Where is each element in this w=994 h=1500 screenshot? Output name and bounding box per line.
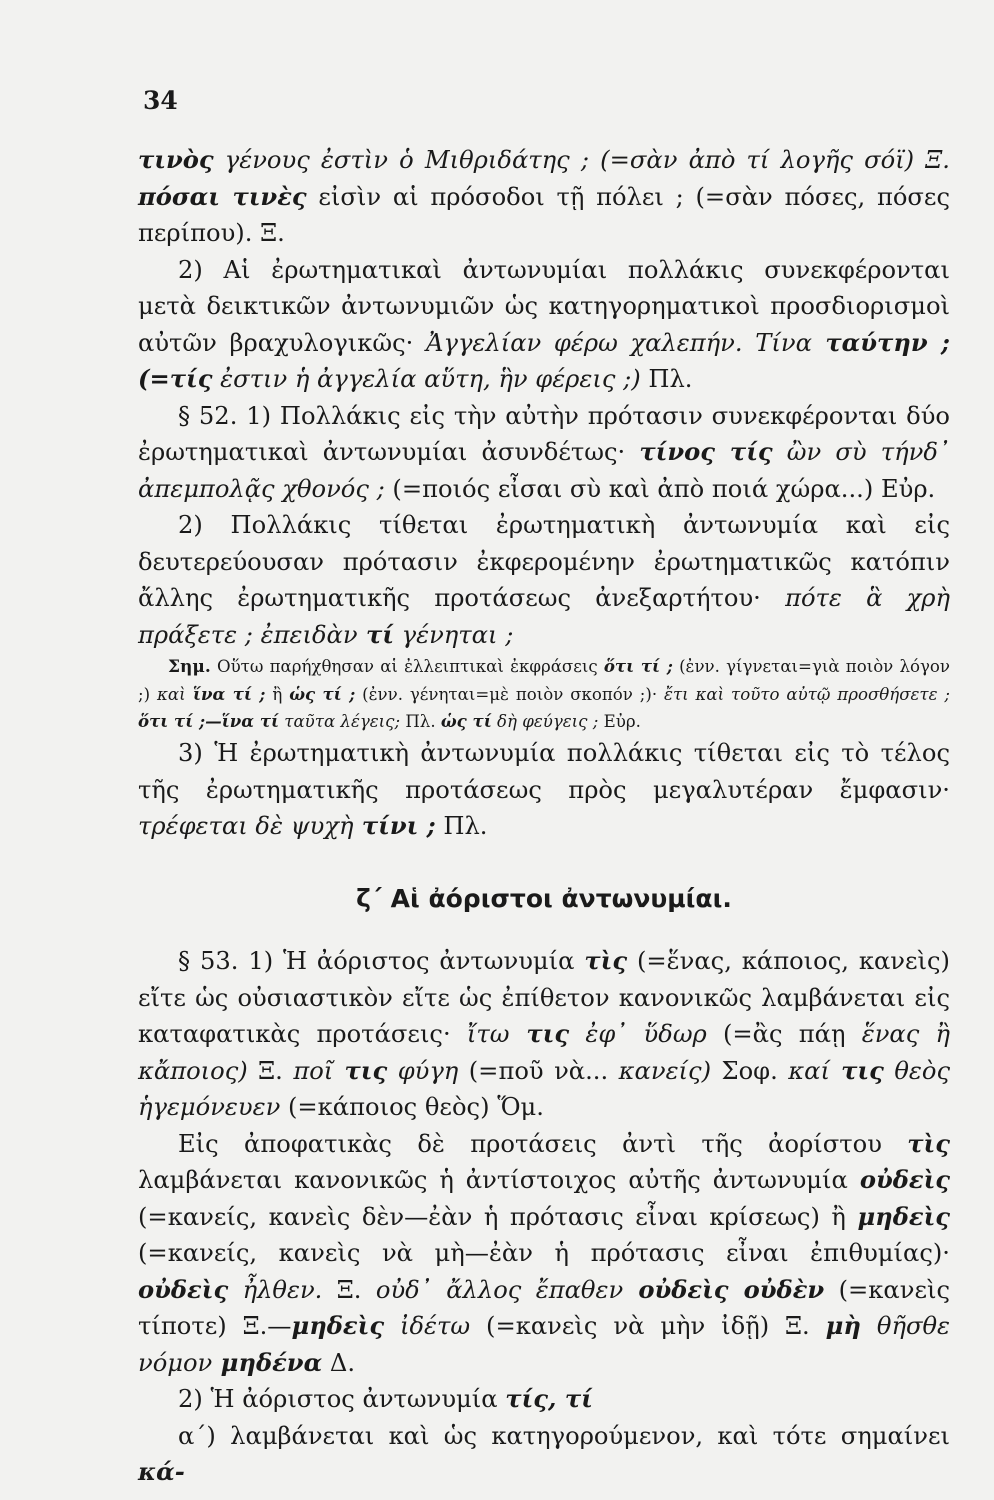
text-span: Ξ.	[247, 1056, 294, 1085]
text-span: Σοφ.	[711, 1056, 789, 1085]
text-span: 2) Ἡ ἀόριστος ἀντωνυμία	[178, 1385, 506, 1413]
example-span: γένηται ;	[393, 620, 514, 649]
example-span: ἕνας ἢ κἄποιος)	[138, 1020, 950, 1085]
bold-term: τί	[357, 619, 394, 649]
bold-term: μηδεὶς	[291, 1311, 385, 1340]
text-span: (=κάποιος θεὸς) Ὅμ.	[280, 1093, 544, 1121]
bold-term: μηδένα	[212, 1347, 323, 1377]
paragraph-negative	[138, 1126, 950, 1382]
bold-term: ὡς τί	[440, 711, 492, 731]
page-number: 34	[143, 86, 178, 115]
example-span: καὶ	[156, 685, 186, 704]
section-53-paragraph	[138, 943, 950, 1126]
bold-term: τίνι ;	[353, 811, 436, 840]
bold-term: ὅτι τί ;	[603, 656, 673, 676]
paragraph-2	[138, 252, 950, 398]
example-span: δὴ φεύγεις ;	[491, 712, 599, 731]
note-label: Σημ.	[168, 657, 211, 677]
text-span: (=κανεὶς τίποτε) Ξ.—	[138, 1275, 951, 1340]
paragraph-53-2a	[138, 1418, 950, 1491]
text-span: (=κανείς, κανεὶς νὰ μὴ—ἐὰν ἡ πρότασις εἶναι ἐπιθυμίας)·	[138, 1239, 950, 1267]
bold-term: τὶς	[907, 1128, 950, 1158]
bold-term: πόσαι τινὲς	[138, 181, 307, 211]
example-span: πότε ἃ χρὴ πράξετε ; ἐπειδὰν	[138, 584, 950, 649]
text-span: 3) Ἡ ἐρωτηματικὴ ἀντωνυμία πολλάκις τίθεται εἰς τὸ τέλος τῆς ἐρωτηματικῆς προτάσεως πρὸς μεγαλυτέραν ἔμφασιν·	[138, 739, 950, 804]
text-span: Πλ.	[400, 712, 441, 731]
bold-term: οὐδεὶς	[138, 1274, 229, 1304]
text-span: Πλ.	[640, 365, 693, 393]
text-span: (ἐνν. γίγνεται=γιὰ ποιὸν λόγον ;)	[138, 657, 950, 704]
text-span: Εὐρ.	[598, 712, 641, 731]
bold-term: ὡς τί ;	[289, 684, 356, 704]
text-span: Ξ.	[322, 1275, 376, 1304]
bold-term: ἵνα τί ;	[185, 684, 266, 704]
text-span: α΄) λαμβάνεται καὶ ὡς κατηγορούμενον, καὶ τότε σημαίνει	[178, 1421, 950, 1450]
text-span: (=ἕνας, κάποιος, κανεὶς) εἴτε ὡς οὐσιαστικὸν εἴτε ὡς ἐπίθετον κανονικῶς λαμβάνεται εἰς καταφατικὰς προτάσεις·	[138, 947, 950, 1048]
paragraph-53-2	[138, 1381, 950, 1418]
text-span: (ἐνν. γένηται=μὲ ποιὸν σκοπόν ;)·	[355, 685, 665, 704]
bold-term: ταύτην ; (=τίς	[138, 327, 950, 393]
example-span: ἔτι καὶ τοῦτο αὐτῷ προσθήσετε ;	[664, 685, 951, 704]
bold-term: τὶς	[584, 946, 628, 975]
example-span: οὐδ᾽ ἄλλος ἔπαθεν	[375, 1275, 624, 1304]
page-body	[138, 142, 950, 1491]
text-span: Πλ.	[435, 812, 488, 840]
text-span: (=ποιός εἶσαι σὺ καὶ ἀπὸ ποιά χώρα...) Εὐρ.	[384, 474, 936, 503]
text-span: Οὕτω παρήχθησαν αἱ ἐλλειπτικαὶ ἐκφράσεις	[210, 657, 604, 676]
text-span: γένους ἐστὶν ὁ Μιθριδάτης ; (=σὰν ἀπὸ τί λογῆς σόϊ) Ξ.	[213, 146, 950, 174]
example-span: καί	[788, 1056, 830, 1085]
bold-term: ὅτι τί ;—ἵνα τί	[138, 711, 280, 731]
example-span: θῆσθε νόμον	[138, 1312, 950, 1377]
paragraph-52-2	[138, 507, 950, 653]
example-span: ταῦτα λέγεις;	[279, 712, 401, 731]
text-span: εἰσὶν αἱ πρόσοδοι τῇ πόλει ; (=σὰν πόσες, πόσες περίπου). Ξ.	[138, 182, 950, 247]
example-span: ἰδέτω	[384, 1312, 471, 1340]
example-span: Ἀγγελίαν φέρω χαλεπήν. Τίνα	[426, 328, 812, 357]
bold-term: τίνος τίς	[639, 437, 773, 466]
bold-term: τις	[509, 1019, 570, 1048]
example-span: ἐφ᾽ ὕδωρ	[569, 1020, 707, 1048]
bold-term: μὴ	[825, 1311, 861, 1340]
bold-term: τις	[333, 1055, 388, 1085]
paragraph-52-3	[138, 735, 950, 845]
section-heading: ζ΄ Αἱ ἀόριστοι ἀντωνυμίαι.	[356, 883, 732, 913]
bold-term: οὐδεὶς οὐδὲν	[623, 1274, 825, 1304]
bold-term: τινὸς	[138, 145, 214, 174]
text-span: Εἰς ἀποφατικὰς δὲ προτάσεις ἀντὶ τῆς ἀορίστου	[178, 1129, 908, 1158]
example-span: τρέφεται δὲ ψυχὴ	[138, 812, 354, 840]
bold-term: τίς, τί	[505, 1384, 593, 1413]
text-span: λαμβάνεται κανονικῶς ἡ ἀντίστοιχος αὐτῆς ἀντωνυμία	[138, 1166, 860, 1194]
text-span: § 52. 1) Πολλάκις εἰς τὴν αὐτὴν πρότασιν συνεκφέρονται δύο ἐρωτηματικαὶ ἀντωνυμίαι ἀσυνδέτως·	[138, 401, 950, 466]
bold-term: τις	[829, 1055, 884, 1085]
text-span: Δ.	[322, 1348, 356, 1377]
bold-term: οὐδεὶς	[859, 1165, 950, 1194]
text-span: (=κανεὶς νὰ μὴν ἰδῇ) Ξ.	[470, 1312, 826, 1340]
section-52-paragraph	[138, 398, 950, 508]
example-span: ἴτω	[466, 1020, 510, 1048]
example-span: κανείς)	[618, 1056, 712, 1085]
example-span: θεὸς ἡγεμόνευεν	[138, 1056, 950, 1121]
example-span: ἐστιν ἡ ἀγγελία αὕτη, ἣν φέρεις ;)	[212, 365, 641, 393]
example-span: ὢν σὺ τήνδ᾽ ἀπεμπολᾷς χθονός ;	[138, 438, 951, 503]
example-span: ἦλθεν.	[228, 1275, 323, 1304]
text-span: ἢ	[265, 685, 290, 704]
paragraph-continuation	[138, 142, 950, 252]
bold-term: κά-	[138, 1457, 185, 1486]
example-span: ποῖ	[293, 1056, 334, 1085]
bold-term: μηδεὶς	[857, 1201, 950, 1231]
example-span: φύγη	[387, 1056, 459, 1085]
note-paragraph	[138, 653, 950, 735]
text-span: (=ἂς πάῃ	[706, 1020, 862, 1048]
text-span: § 53. 1) Ἡ ἀόριστος ἀντωνυμία	[178, 947, 585, 975]
text-span: (=κανείς, κανεὶς δὲν—ἐὰν ἡ πρότασις εἶναι κρίσεως) ἢ	[138, 1202, 858, 1231]
text-span: 2) Πολλάκις τίθεται ἐρωτηματικὴ ἀντωνυμία καὶ εἰς δευτερεύουσαν πρότασιν ἐκφερομένην ἐρωτηματικῶς κατόπιν ἄλλης ἐρωτηματικῆς προτάσεως ἀνεξαρτήτου·	[138, 511, 950, 612]
text-span: 2) Αἱ ἐρωτηματικαὶ ἀντωνυμίαι πολλάκις συνεκφέρονται μετὰ δεικτικῶν ἀντωνυμιῶν ὡς κατηγορηματικοὶ προσδιορισμοὶ αὐτῶν βραχυλογικῶς·	[138, 255, 950, 357]
text-span: (=ποῦ νὰ...	[458, 1056, 619, 1085]
